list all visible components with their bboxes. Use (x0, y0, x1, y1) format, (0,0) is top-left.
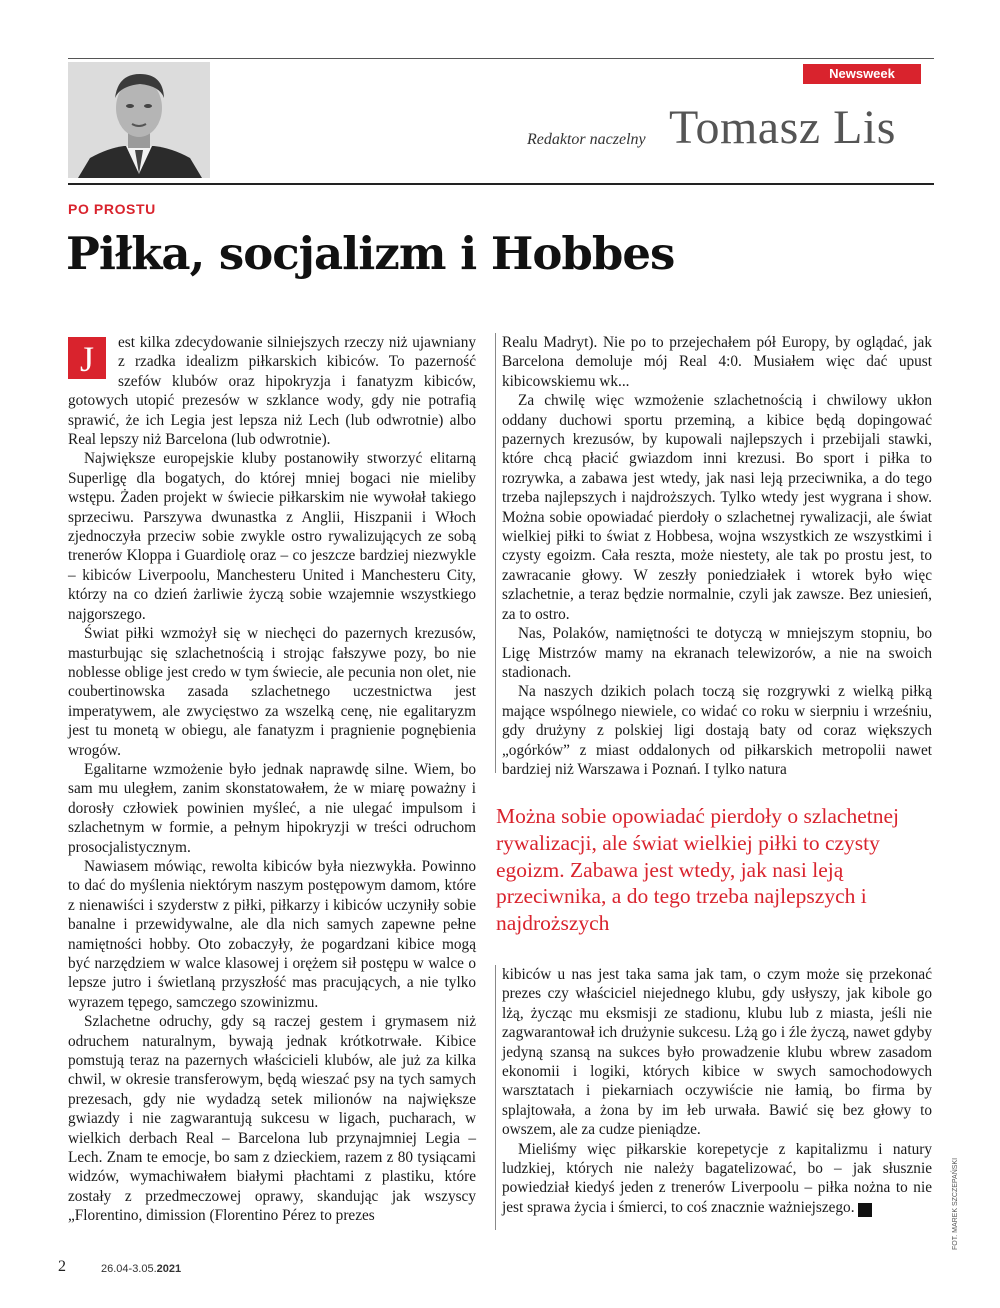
newsweek-end-mark-icon: N (858, 1203, 872, 1217)
article-paragraph: Egalitarne wzmożenie było jednak naprawdę silne. Wiem, bo sam mu uległem, zanim skonstatowałem, że w miarę poważny i dorosły człowiek powinien myśleć, a nie ulegać impulsom i szlachetnym w formie, a pełnym hipokryzji w treści odruchom prosocjalistycznym. (68, 760, 476, 856)
photo-credit: FOT. MAREK SZCZEPAŃSKI (952, 1157, 959, 1250)
drop-cap: J (68, 337, 106, 379)
article-paragraph: Nawiasem mówiąc, rewolta kibiców była niezwykła. Powinno to dać do myślenia niektórym naszym postępowym damom, które z nienawiści i szyderstw z piłki, piłkarzy i kibiców uczyniły sobie banalne i przewidywalne, ale dla nich samych zapewne pełne namiętności hobby. Oto zobaczyły, że pogardzani kibice mogą być narzędziem w walce klasowej i orężem sił postępu w walce o lepsze jutro i świetlaną przyszłość mas pracujących, a nie tylko wyrazem tępego, samczego szowinizmu. (68, 857, 476, 1011)
article-paragraph: Realu Madryt). Nie po to przejechałem pół Europy, by oglądać, jak Barcelona demoluje mój Real 4:0. Musiałem więc dać upust kibicowskiemu wk... (502, 334, 932, 390)
article-paragraph: Mieliśmy więc piłkarskie korepetycje z kapitalizmu i natury ludzkiej, których nie należy bagatelizować, bo – jak słusznie powiedział kiedyś jeden z trenerów Liverpoolu – piłka nożna to nie jest sprawa życia i śmierci, to coś znacznie ważniejszego. N (502, 1140, 932, 1216)
column-divider (495, 965, 496, 1230)
editor-role: Redaktor naczelny (527, 131, 646, 148)
article-headline: Piłka, socjalizm i Hobbes (66, 227, 675, 280)
column-divider (495, 333, 496, 773)
page-number: 2 (58, 1258, 66, 1275)
article-paragraph: Największe europejskie kluby postanowiły stworzyć elitarną Superligę dla bogatych, do której mniej bogaci nie mieliby wstępu. Żaden projekt w świecie piłkarskim nie wywołał takiego sprzeciwu. Parszywa dwunastka z Anglii, Hiszpanii i Włoch zjednoczyła przeciw sobie zwykle ostro rywalizujących ze sobą trenerów Kloppa i Guardiolę oraz – co jeszcze bardziej niezwykle – kibiców Liverpoolu, Manchesteru United i Manchesteru City, którzy na co dzień żarliwie życzą sobie wzajemnie wszystkiego najgorszego. (68, 450, 476, 623)
article-paragraph: Na naszych dzikich polach toczą się rozgrywki z wielką piłką mające wspólnego niewiele, co widać co roku w sierpniu i wrześniu, gdy drużyny z polskiej ligi dostają baty od coraz większych „ogórków” z miast oddalonych od piłkarskich metropolii nawet bardziej niż Warszawa i Poznań. I tylko natura (502, 683, 932, 778)
article-paragraph: Nas, Polaków, namiętności te dotyczą w mniejszym stopniu, bo Ligę Mistrzów mamy na ekranach telewizorów, a nie na swoich stadionach. (502, 625, 932, 681)
header-rule (68, 183, 934, 185)
pull-quote: Można sobie opowiadać pierdoły o szlachetnej rywalizacji, ale świat wielkiej piłki to czysty egoizm. Zabawa jest wtedy, jak nasi leją przeciwnika, a do tego trzeba najlepszych i najdroższych (496, 804, 899, 936)
portrait-illustration (68, 62, 210, 178)
article-column-left (68, 333, 476, 1226)
article-column-right-bottom (502, 965, 932, 1217)
issue-date: 26.04-3.05.2021 (101, 1263, 182, 1275)
article-paragraph: Szlachetne odruchy, gdy są raczej gestem i grymasem niż odruchem naturalnym, bywają jednak krótkotrwałe. Kibice pomstują teraz na pazernych właścicieli klubów, ale już za kilka chwil, w okresie transferowym, będą wieszać psy na tych samych prezesach, gdy nie wydadzą setek milionów na największe gwiazdy i nie zagwarantują sukcesu w ligach, pucharach, w wielkich derbach Real – Barcelona lub przynajmniej Legia – Lech. Znam te emocje, bo sam z dzieckiem, razem z 80 tysiącami widzów, wymachiwałem białymi płachtami z plastiku, które zostały z przedmeczowej oprawy, skandując jak wszyscy „Florentino, dimission (Florentino Pérez to prezes (68, 1013, 476, 1225)
editor-portrait-photo (68, 62, 210, 178)
editor-name: Tomasz Lis (669, 101, 896, 154)
article-paragraph: Świat piłki wzmożył się w niechęci do pazernych krezusów, masturbując się szlachetnością i strojąc fałszywe pozy, bo nie noblesse oblige jest credo w tym świecie, ale pecunia non olet, nie coubertinowska zasada szlachetnego uczestnictwa jest imperatywem, ale zwycięstwo za wszelką cenę, nie egalitaryzm jest tu monetą w obiegu, ale fanatyzm i pragnienie pognębienia wrogów. (68, 625, 476, 759)
section-label: PO PROSTU (68, 201, 156, 217)
top-rule (68, 58, 934, 59)
newsweek-badge: Newsweek (803, 64, 921, 84)
article-paragraph: J est kilka zdecydowanie silniejszych rzeczy niż ujawniany z rzadka idealizm piłkarskich kibiców. To pazerność szefów klubów oraz hipokryzja i fanatyzm kibiców, gotowych utopić prezesów w szklance wody, gdy nie potrafią sprawić, że ich Legia jest lepsza niż Lech (lub odwrotnie) albo Real lepszy niż Barcelona (lub odwrotnie). (68, 334, 476, 449)
article-paragraph: Za chwilę więc wzmożenie szlachetnością i chwilowy ukłon oddany duchowi sportu przeminą, a kibice będą dopingować pazernych krezusów, by kupowali najlepszych i przebijali stawki, które chcą płacić gwiazdom inni krezusi. Bo sport i piłka to rozrywka, a zabawa jest wtedy, jak nasi leją przeciwnika, a do tego trzeba najlepszych i najdroższych. Tylko wtedy jest wygrana i show. Można sobie opowiadać pierdoły o szlachetnej rywalizacji, ale świat wielkiej piłki to świat z Hobbesa, wojna wszystkich ze wszystkimi i czysty egoizm. Cała reszta, może niestety, ale tak po prostu jest, to zawracanie głowy. W zeszły poniedziałek i wtorek było więc szlachetnie, a teraz będzie normalnie, czyli jak zawsze. Bez uniesień, za to ostro. (502, 392, 932, 623)
article-paragraph: kibiców u nas jest taka sama jak tam, o czym może się przekonać prezes czy właściciel niejednego klubu, gdy usłyszy, jak kibole go lżą, życząc mu eksmisji ze stadionu, klubu lub z miasta, jeśli nie zagwarantował ich drużynie sukcesu. Lżą go i źle życzą, nawet gdyby jedyną szansą na sukces było prowadzenie klubu wbrew zasadom ekonomii i logiki, których kibice w swych samochodowych warsztatach i piekarniach oczywiście nie łamią, bo firma by splajtowała, a żona by im łeb urwała. Bawić się bez głowy to owszem, ale za cudze pieniądze. (502, 966, 932, 1139)
article-column-right-top (502, 333, 932, 779)
